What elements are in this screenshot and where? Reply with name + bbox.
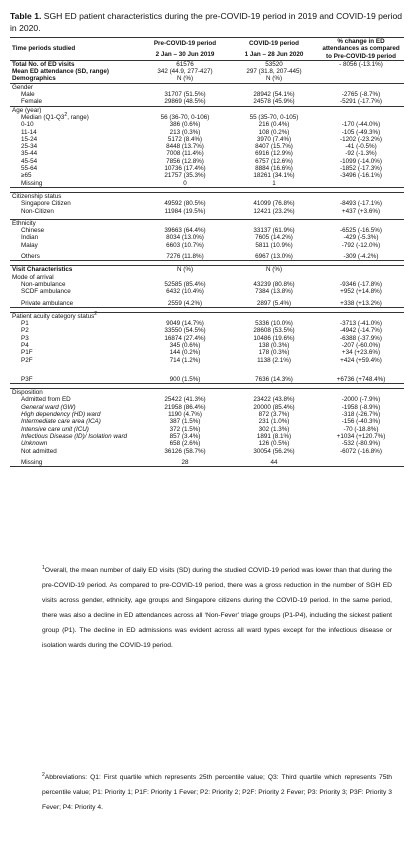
header-covid-dates: 1 Jan – 28 Jun 2020 [230,49,318,60]
covid-value: 6916 (12.9%) [255,150,293,158]
section-label: Gender [12,83,34,91]
section-label: Ethnicity [10,219,140,227]
covid-value: 43239 (80.8%) [253,280,295,288]
pre-covid-value: 0 [140,180,230,188]
age-group-row [10,158,404,165]
pre-covid-value: 49592 (80.5%) [164,200,206,208]
covid-value: 1138 (2.1%) [257,356,291,364]
pre-covid-value: 658 (2.6%) [169,440,201,448]
pre-covid-value: 16874 (27.4%) [164,334,206,342]
percent-change-value: -1099 (-14.0%) [340,157,382,165]
covid-value: 41099 (76.8%) [253,200,295,208]
acuity-footnote-marker: 2 [94,310,98,317]
covid-value [230,192,318,200]
row-label: P4 [21,341,29,349]
row-label [10,111,140,121]
age-group-row [10,121,404,128]
median-label: Median (Q1-Q3 [21,113,65,121]
ward-row [10,426,404,433]
pre-covid-value: 387 (1.5%) [169,418,201,426]
row-label: ≥65 [21,172,32,180]
pre-covid-value [140,192,230,200]
percent-change-value [318,459,404,467]
covid-value: 216 (0.4%) [258,121,290,129]
ward-row [10,404,404,411]
percent-change-value: +338 (+13.2%) [318,300,404,308]
covid-value: 126 (0.5%) [258,440,290,448]
percent-change-value: +6736 (+748.4%) [318,376,404,384]
row-label: Missing [10,180,140,188]
covid-value: 6757 (12.6%) [255,157,293,165]
pre-covid-value: 10736 (17.4%) [164,165,206,173]
covid-value: 44 [230,459,318,467]
row-label: Indian [21,234,39,242]
total-visits-row [10,60,404,68]
row-label: 35-44 [21,150,38,158]
covid-value [230,274,318,281]
covid-value: 5811 (10.9%) [255,241,293,249]
row-label: P2 [21,327,29,335]
percent-change-value: -70 (-18.8%) [343,425,379,433]
ethnicity-section [10,219,404,227]
table-header [10,38,404,61]
percent-change-value [318,266,404,274]
age-median-row [10,114,404,121]
row-label: Mean ED attendance (SD, range) [12,68,109,76]
covid-value: 12421 (23.2%) [253,207,295,215]
covid-value: 24578 (45.9%) [230,98,318,106]
patient-characteristics-table [10,37,404,467]
acuity-row [10,349,404,356]
covid-value [230,106,318,114]
covid-value: 7636 (14.3%) [230,376,318,384]
covid-value: 297 (31.8, 207-445) [246,68,302,76]
gender-section [10,83,404,91]
covid-value: N (%) [230,266,318,274]
arrival-mode-row [10,300,404,308]
acuity-row [10,327,404,334]
section-label: Citizenship status [10,192,140,200]
pre-covid-value: 21757 (35.3%) [164,172,206,180]
pre-covid-value: 144 (0.2%) [169,349,201,357]
covid-value: 2897 (5.4%) [230,300,318,308]
row-label: Infectious Disease (ID)/ Isolation ward [21,433,128,441]
covid-value: 138 (0.3%) [258,341,290,349]
percent-change-value: -105 (-49.3%) [341,128,381,136]
pre-covid-value: 8448 (13.7%) [166,143,204,151]
covid-value [230,312,318,320]
row-label: P2F [21,356,33,364]
row-label: General ward (GW) [21,403,76,411]
covid-value: 108 (0.2%) [258,128,290,136]
pre-covid-value: 11984 (19.5%) [164,207,206,215]
covid-value: 28942 (54.1%) [253,91,295,99]
covid-value: 8407 (15.7%) [255,143,293,151]
covid-value: 1891 (8.1%) [256,432,292,440]
percent-change-value: -1202 (-23.2%) [340,135,382,143]
section-label: Age (year) [12,106,42,114]
age-group-row [10,150,404,157]
table-caption [10,10,406,34]
pre-covid-value: 372 (1.5%) [169,425,201,433]
percent-change-value: -3713 (-41.0%) [340,320,382,328]
row-label: Not admitted [21,447,57,455]
acuity-row [10,342,404,349]
covid-value: 30054 (56.2%) [253,447,295,455]
percent-change-value [318,106,404,114]
percent-change-value [318,192,404,200]
percent-change-value: -5291 (-17.7%) [318,98,404,106]
not-admitted-row [10,448,404,455]
pre-covid-value [140,219,230,227]
footnote-1 [42,563,392,653]
pre-covid-value: 714 (1.2%) [169,356,201,364]
percent-change-value: -170 (-44.0%) [341,121,381,129]
demographics-row [10,75,404,83]
age-group-row [10,136,404,143]
row-label: Unknown [21,440,48,448]
row-label: P1 [21,320,29,328]
age-group-row [10,165,404,172]
pre-covid-value: N (%) [140,266,230,274]
header-pre-covid: Pre-COVID-19 period [140,38,230,49]
disposition-section [10,389,404,397]
percent-change-value: -309 (-4.2%) [318,253,404,261]
percent-change-value [318,180,404,188]
percent-change-value: -92 (-1.3%) [345,150,377,158]
percent-change-value [318,219,404,227]
section-label: Mode of arrival [12,273,54,281]
row-label: Non-ambulance [21,280,66,288]
percent-change-value [318,75,404,83]
covid-value: 1 [230,180,318,188]
gender-row [10,98,404,106]
row-label: Malay [21,241,38,249]
visit-characteristics-row [10,266,404,274]
footnote-2 [42,770,392,815]
covid-value: 7605 (14.2%) [255,234,293,242]
pre-covid-value: 857 (3.4%) [169,432,201,440]
ethnicity-row [10,253,404,261]
covid-value: 5336 (10.0%) [255,320,293,328]
row-label: 45-54 [21,157,38,165]
pre-covid-value: 33550 (54.5%) [164,327,206,335]
percent-change-value: -1958 (-8.9%) [341,403,381,411]
covid-value: 6967 (13.0%) [230,253,318,261]
percent-change-value: -1852 (-17.3%) [340,165,382,173]
percent-change-value: - 8056 (-13.1%) [339,60,383,68]
pre-covid-value: 2559 (4.2%) [140,300,230,308]
section-label: Disposition [10,389,140,397]
age-group-row [10,129,404,136]
percent-change-value: -429 (-5.3%) [343,234,379,242]
pre-covid-value: 342 (44.9, 277-427) [157,68,213,76]
covid-value: 302 (1.3%) [258,425,290,433]
percent-change-value: +952 (+14.8%) [340,288,382,296]
ethnicity-row [10,227,404,234]
percent-change-value: +437 (+3.6%) [341,207,381,215]
header-covid: COVID-19 period [230,38,318,49]
covid-value [230,219,318,227]
section-label: Visit Characteristics [10,266,140,274]
row-label: P1F [21,349,33,357]
percent-change-value: -6388 (-37.9%) [340,334,382,342]
row-label: Total No. of ED visits [12,60,75,68]
row-label: P3F [10,376,140,384]
pre-covid-value: 36126 (58.7%) [164,447,206,455]
pre-covid-value [140,106,230,114]
pre-covid-value: 61576 [176,60,194,68]
percent-change-value [318,389,404,397]
covid-value: 33137 (61.9%) [253,227,295,235]
acuity-row [10,376,404,384]
covid-value: 18261 (34.1%) [253,172,295,180]
pre-covid-value: 29869 (48.5%) [140,98,230,106]
percent-change-value: +34 (+23.6%) [341,349,381,357]
arrival-mode-row [10,281,404,288]
citizenship-row [10,200,404,207]
covid-value: 872 (3.7%) [258,411,290,419]
footnote-1-marker: 1 [42,564,45,571]
citizenship-section [10,192,404,200]
pre-covid-value: 21958 (86.4%) [164,403,206,411]
percent-change-value [318,312,404,320]
arrival-mode-row [10,288,404,295]
section-label [10,312,140,320]
mean-attendance-row [10,68,404,75]
citizenship-row [10,208,404,215]
percent-change-value: -156 (-40.3%) [341,418,381,426]
row-label: Intermediate care area (ICA) [21,418,101,426]
age-group-row [10,143,404,150]
pre-covid-value: 39663 (64.4%) [164,227,206,235]
header-pre-covid-dates: 2 Jan – 30 Jun 2019 [140,49,230,60]
row-label: Private ambulance [10,300,140,308]
pre-covid-value: 7276 (11.8%) [140,253,230,261]
row-label: Singapore Citizen [21,200,71,208]
row-label: Female [10,98,140,106]
median-label-tail: , range) [67,113,89,121]
footnote-2-text: Abbreviations: Q1: First quartile which represents 25th percentile value; Q3: Third quartile which represents 75th percentile value; P1: Priority 1; P1F: Priority 1 Fever; P2: Priority 2; P2F: Priority 2 Fever; P3: Priority 3; P3F: Priority 3 Fever; P4: Priority 4. [42,774,392,811]
pre-covid-value: 25422 (41.3%) [164,396,206,404]
percent-change-value: -4942 (-14.7%) [340,327,382,335]
percent-change-value: +424 (+59.4%) [340,356,382,364]
covid-value: 178 (0.3%) [258,349,290,357]
percent-change-value [318,274,404,281]
pre-covid-value: 900 (1.5%) [140,376,230,384]
covid-value: 7384 (13.8%) [255,288,293,296]
row-label: Others [10,253,140,261]
pre-covid-value: 6432 (10.4%) [166,288,204,296]
percent-change-value: -8493 (-17.1%) [340,200,382,208]
acuity-row [10,320,404,327]
pre-covid-value: 31707 (51.5%) [164,91,206,99]
age-group-row [10,172,404,179]
covid-value: 23422 (43.8%) [253,396,295,404]
pre-covid-value: 213 (0.3%) [169,128,201,136]
covid-value: 53520 [265,60,283,68]
acuity-label: Patient acuity category status [12,312,95,320]
acuity-row [10,335,404,342]
percent-change-value [318,114,404,121]
pre-covid-value [140,312,230,320]
row-label: 0-10 [21,121,34,129]
row-label: 55-64 [21,165,38,173]
covid-value: 231 (1.0%) [258,418,290,426]
header-percent-change: % change in ED attendances as compared to Pre-COVID-19 period [318,38,404,61]
ethnicity-row [10,242,404,249]
pre-covid-value: 1190 (4.7%) [168,411,202,419]
row-label: SCDF ambulance [21,288,71,296]
age-group-row [10,180,404,188]
pre-covid-value: 6603 (10.7%) [166,241,204,249]
covid-value: 20000 (85.4%) [253,403,295,411]
table-caption-text: SGH ED patient characteristics during the pre-COVID-19 period in 2019 and COVID-19 period in 2020. [10,11,403,33]
percent-change-value: -2000 (-7.9%) [341,396,381,404]
pre-covid-value [140,274,230,281]
gender-row [10,91,404,98]
covid-value: 3970 (7.4%) [256,135,292,143]
table-body [10,60,404,466]
percent-change-value [318,83,404,91]
pre-covid-value: 386 (0.6%) [169,121,201,129]
covid-value: 55 (35-70, 0-105) [249,113,299,121]
percent-change-value: -318 (-26.7%) [341,411,381,419]
pre-covid-value: 7008 (11.4%) [166,150,204,158]
ward-row [10,418,404,425]
covid-value [230,389,318,397]
missing-row [10,459,404,467]
pre-covid-value: 5172 (8.4%) [167,135,203,143]
table-label: Table 1. [10,11,42,21]
pre-covid-value: N (%) [140,75,230,83]
footnote-1-text: Overall, the mean number of daily ED visits (SD) during the studied COVID-19 period was lower than that during the pre-COVID-19 period. As compared to pre-COVID-19 period, there was a gross reduction in the number of SGH ED visits across gender, ethnicity, age groups and Singapore citizens during the COVID-19 period. In the same period, there was also a decline in ED attendances across all ‘Non-Fever’ triage groups (P1-P4), including the sickest patient group (P1). The decline in ED admissions was evident across all ward types except for the infectious disease or isolation wards during the COVID-19 period. [42,567,392,649]
pre-covid-value: 56 (36-70, 0-106) [160,113,210,121]
header-time-periods: Time periods studied [10,38,140,61]
row-label: Missing [10,459,140,467]
covid-value: N (%) [230,75,318,83]
ethnicity-row [10,234,404,241]
covid-value: 28608 (53.5%) [253,327,295,335]
covid-value [230,83,318,91]
ward-row [10,433,404,440]
percent-change-value: -41 (-0.5%) [345,143,377,151]
percent-change-value: -3496 (-16.1%) [340,172,382,180]
pre-covid-value [140,83,230,91]
row-label: Non-Citizen [21,207,54,215]
row-label: Intensive care unit (ICU) [21,425,89,433]
percent-change-value: -207 (-60.0%) [341,341,381,349]
percent-change-value: -6525 (-16.5%) [340,227,382,235]
row-label: 11-14 [21,128,37,136]
mode-of-arrival-section [10,274,404,281]
footnote-2-marker: 2 [42,771,45,778]
pre-covid-value: 7856 (12.8%) [166,157,204,165]
row-label: Chinese [21,227,45,235]
ward-row [10,440,404,447]
acuity-section [10,312,404,320]
pre-covid-value: 28 [140,459,230,467]
percent-change-value: -9346 (-17.8%) [340,280,382,288]
covid-value: 8884 (16.6%) [255,165,293,173]
admitted-row [10,396,404,403]
covid-value: 10486 (19.6%) [253,334,295,342]
section-label: Demographics [10,75,140,83]
age-section [10,106,404,114]
percent-change-value: -792 (-12.0%) [341,241,381,249]
percent-change-value: -532 (-80.9%) [341,440,381,448]
percent-change-value: -2765 (-8.7%) [341,91,381,99]
row-label: 15-24 [21,135,38,143]
pre-covid-value: 52585 (85.4%) [164,280,206,288]
pre-covid-value: 345 (0.6%) [169,341,201,349]
pre-covid-value: 8034 (13.0%) [166,234,204,242]
row-label: High dependency (HD) ward [21,411,101,419]
row-label: Male [21,91,35,99]
row-label: Admitted from ED [21,396,71,404]
percent-change-value [318,68,404,75]
percent-change-value: +1034 (+120.7%) [336,432,386,440]
median-footnote-marker: 2 [64,111,68,118]
ward-row [10,411,404,418]
percent-change-value: -6072 (-16.8%) [340,447,382,455]
row-label: 25-34 [21,143,38,151]
row-label: P3 [21,334,29,342]
pre-covid-value: 9049 (14.7%) [166,320,204,328]
acuity-row [10,357,404,364]
pre-covid-value [140,389,230,397]
